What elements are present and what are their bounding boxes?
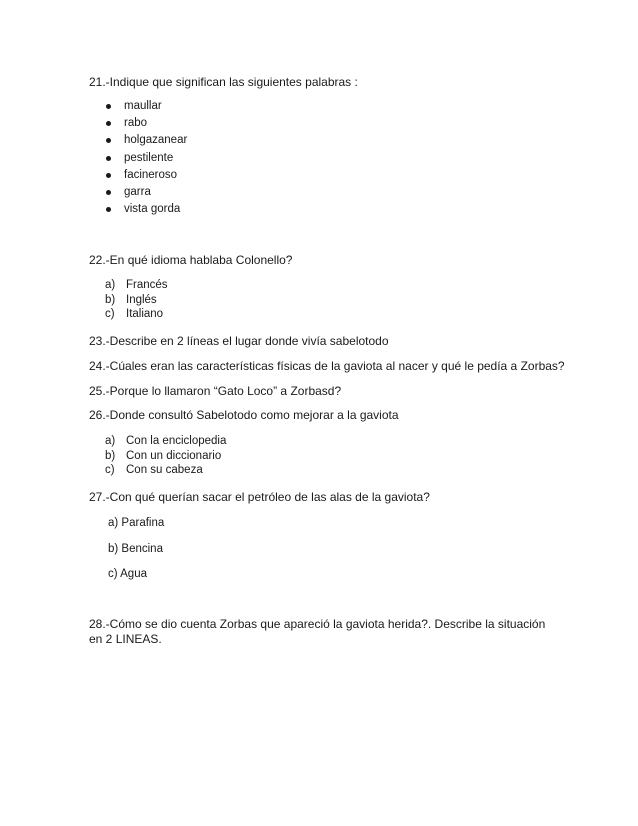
list-item [104, 132, 187, 149]
option-item [105, 293, 168, 308]
options-list [105, 278, 168, 322]
option-item: b) Bencina [108, 543, 163, 555]
list-item-text: rabo [124, 117, 148, 130]
option-letter: c) [105, 308, 115, 320]
option-item [105, 449, 226, 464]
question-23: 23.-Describe en 2 líneas el lugar donde vivía sabelotodo [89, 334, 389, 348]
bullet-icon [106, 156, 111, 161]
question-26: 26.-Donde consultó Sabelotodo como mejorar a la gaviota [89, 408, 399, 422]
bullet-icon [106, 138, 111, 143]
option-text: Con la enciclopedia [126, 435, 227, 447]
option-item [105, 278, 168, 293]
option-letter: a) [105, 279, 116, 291]
options-list [105, 434, 226, 478]
list-item [104, 98, 187, 115]
list-item [104, 150, 187, 167]
question-24: 24.-Cúales eran las características físicas de la gaviota al nacer y qué le pedía a Zorbas? [89, 359, 565, 373]
option-item [105, 307, 168, 322]
list-item [104, 115, 187, 132]
option-item: a) Parafina [108, 517, 165, 529]
list-item-text: pestilente [124, 151, 174, 164]
option-letter: c) [105, 464, 115, 476]
list-item-text: vista gorda [124, 203, 181, 216]
option-letter: b) [105, 293, 116, 306]
option-text: Italiano [126, 308, 164, 320]
list-item [104, 184, 187, 201]
list-item-text: maullar [124, 100, 162, 112]
option-text: Con su cabeza [126, 464, 203, 476]
option-item [105, 434, 226, 449]
option-text: Inglés [126, 293, 157, 306]
list-item-text: garra [124, 185, 151, 198]
list-item-text: facineroso [124, 168, 178, 181]
bullet-icon [106, 207, 111, 212]
list-item [104, 201, 187, 218]
option-letter: b) [105, 449, 116, 462]
word-list [104, 98, 187, 218]
option-text: Francés [126, 279, 168, 291]
option-item [105, 463, 226, 478]
bullet-icon [106, 121, 111, 126]
question-21: 21.-Indique que significan las siguientes palabras : [89, 75, 358, 89]
bullet-icon [106, 173, 111, 178]
question-22: 22.-En qué idioma hablaba Colonello? [89, 253, 293, 267]
question-28: 28.-Cómo se dio cuenta Zorbas que apareció la gaviota herida?. Describe la situación en 2 LINEAS. [89, 617, 546, 646]
bullet-icon [106, 104, 111, 109]
list-item [104, 167, 187, 184]
option-item: c) Agua [108, 568, 147, 580]
question-27: 27.-Con qué querían sacar el petróleo de las alas de la gaviota? [89, 490, 430, 504]
list-item-text: holgazanear [124, 134, 188, 147]
option-letter: a) [105, 435, 116, 447]
bullet-icon [106, 190, 111, 195]
option-text: Con un diccionario [126, 449, 222, 462]
question-25: 25.-Porque lo llamaron “Gato Loco” a Zorbasd? [89, 384, 342, 398]
